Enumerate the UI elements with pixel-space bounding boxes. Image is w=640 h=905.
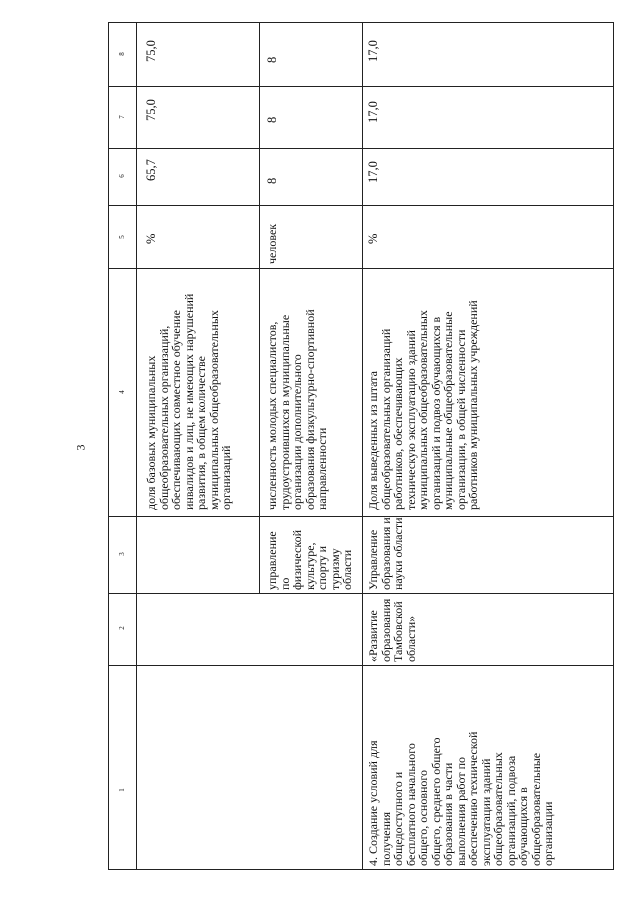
grid-line [108,593,614,594]
table-row-1-unit: % [144,233,158,244]
table-row-3-task: 4. Создание условий для получения общедоступного и бесплатного начального общего, основного общего, среднего общего образования в части выполнения работ по обеспечению технической эксплуатации зданий общеобразовательных организаций, подвоза обучающихся в общеобразовательные организации [366,731,555,866]
grid-line [613,22,614,869]
table-row-2-indicator: численность молодых специалистов, трудоустроившихся в муниципальные организации дополнительного образования физкультурно-спортивной направленности [265,309,329,510]
col-header-2: 2 [118,626,126,630]
col-header-6: 6 [118,174,126,178]
grid-line [108,22,109,869]
grid-line [362,22,363,869]
table-row-1-value-8: 75,0 [144,40,158,62]
col-header-5: 5 [118,235,126,239]
table-row-3-program: «Развитие образования Тамбовской области» [366,598,418,662]
grid-line [108,148,614,149]
table-row-1-indicator: доля базовых муниципальных общеобразовательных организаций, обеспечивающих совместное обучение инвалидов и лиц, не имеющих нарушений развития, в общем количестве муниципальных общеобразовательных организаций [144,293,233,510]
grid-line [108,205,614,206]
table-row-3-executor: Управление образования и науки области [366,517,405,590]
page-number: 3 [73,444,88,451]
col-header-3: 3 [118,552,126,556]
col-header-1: 1 [118,788,126,792]
table-row-3-unit: % [366,233,380,244]
table-row-2-value-6: 8 [265,177,279,184]
table-row-3-indicator: Доля выведенных из штата общеобразовательных организаций работников, обеспечивающих техническую эксплуатацию зданий муниципальных общеобразовательных организаций и подвоз обучающихся в муниципальные общеобразовательные организации, в общей численности работников муниципальных учреждений [366,300,480,510]
col-header-4: 4 [118,390,126,394]
table-row-2-value-8: 8 [265,56,279,63]
table-row-3-value-6: 17,0 [366,161,380,183]
col-header-8: 8 [118,52,126,56]
table-row-2-executor: управление по физической культуре, спорту и туризму области [265,530,354,590]
table-row-2-value-7: 8 [265,116,279,123]
table-row-3-value-8: 17,0 [366,40,380,62]
table-row-1-value-7: 75,0 [144,99,158,121]
col-header-7: 7 [118,115,126,119]
grid-line [259,516,260,593]
grid-line [259,22,260,516]
grid-line [108,516,614,517]
grid-line [108,22,614,23]
grid-line [108,869,614,870]
grid-line [136,22,137,869]
table-row-3-value-7: 17,0 [366,101,380,123]
grid-line [108,86,614,87]
table-row-1-value-6: 65,7 [144,159,158,181]
table-row-2-unit: человек [265,223,279,264]
grid-line [108,268,614,269]
